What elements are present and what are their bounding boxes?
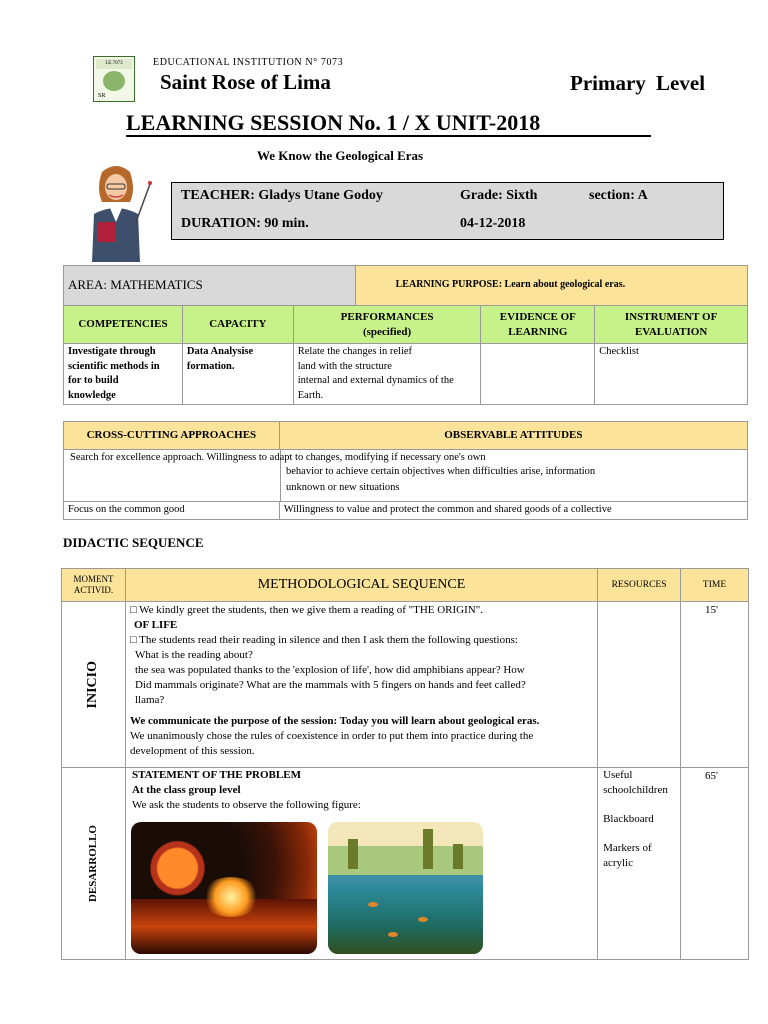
desarrollo-time: 65' [681, 768, 749, 960]
session-title: LEARNING SESSION No. 1 / X UNIT-2018 [126, 110, 651, 137]
volcanic-earth-image [131, 822, 317, 954]
purpose-label: LEARNING PURPOSE: [395, 279, 503, 291]
competency-cell [64, 344, 183, 405]
header-attitudes: OBSERVABLE ATTITUDES [279, 422, 747, 450]
attitude-common-good: Willingness to value and protect the common and shared goods of a collective [279, 502, 747, 520]
learning-purpose [355, 266, 747, 306]
inicio-cell [62, 602, 126, 768]
question-1: What is the reading about? [134, 649, 253, 661]
header-capacity: CAPACITY [182, 306, 293, 344]
performance-line-2: land with the structure [297, 360, 392, 372]
group-level: At the class group level [131, 784, 241, 796]
rules-line-1: We unanimously chose the rules of coexistence in order to put them into practice during the [129, 730, 534, 742]
section-label: section: A [589, 188, 648, 203]
fish-1 [368, 902, 378, 907]
evidence-cell [481, 344, 595, 405]
observe-instruction: We ask the students to observe the following figure: [131, 799, 361, 811]
desarrollo-label: DESARROLLO [87, 824, 100, 903]
sea-life [328, 884, 483, 954]
inicio-time: 15' [681, 602, 749, 768]
resource-schoolchildren: Useful schoolchildren [603, 769, 668, 796]
plant-2 [423, 829, 433, 869]
greeting-text: We kindly greet the students, then we give them a reading of "THE ORIGIN". [136, 604, 483, 616]
logo-emblem [103, 71, 125, 91]
competencies-table [63, 265, 748, 405]
header-performances [293, 306, 481, 344]
school-logo [93, 56, 135, 102]
inicio-resources [598, 602, 681, 768]
cross-cutting-table [63, 421, 748, 520]
header-method: METHODOLOGICAL SEQUENCE [125, 569, 597, 602]
plant-3 [453, 844, 463, 869]
header-time: TIME [681, 569, 749, 602]
inicio-greeting [130, 603, 593, 618]
header-moment: MOMENT ACTIVID. [62, 569, 126, 602]
bullet-icon: □ [129, 634, 137, 646]
level-label: Primary Level [570, 71, 706, 95]
grade-label: Grade: Sixth [460, 188, 538, 203]
session-subtitle: We Know the Geological Eras [257, 148, 424, 163]
attitude-line-1: behavior to achieve certain objectives when difficulties arise, information [286, 466, 596, 477]
institution-name: EDUCATIONAL INSTITUTION N° 7073 [153, 57, 344, 68]
fish-2 [418, 917, 428, 922]
header-instrument: INSTRUMENT OF EVALUATION [595, 306, 748, 344]
read-text: The students read their reading in silence and then I ask them the following questions: [136, 634, 518, 646]
purpose-statement: We communicate the purpose of the session: Today you will learn about geological eras. [129, 715, 540, 727]
attitude-line-2: unknown or new situations [286, 482, 400, 493]
bullet-icon: □ [129, 604, 137, 616]
question-4: llama? [134, 694, 165, 706]
header-evidence: EVIDENCE OF LEARNING [481, 306, 595, 344]
problem-statement: STATEMENT OF THE PROBLEM [131, 769, 301, 781]
resource-markers: Markers of acrylic [603, 842, 652, 869]
prehistoric-life-image [328, 822, 483, 954]
inicio-content [125, 602, 597, 768]
instrument-cell: Checklist [595, 344, 748, 405]
approach-common-good: Focus on the common good [64, 502, 280, 520]
approach-excellence: Search for excellence approach. Willingness to adapt to changes, modifying if necessary one's own [70, 452, 486, 463]
competency-line-2: scientific methods in [68, 360, 160, 372]
performance-cell [293, 344, 481, 405]
desarrollo-resources [598, 768, 681, 960]
session-date: 04-12-2018 [460, 216, 526, 231]
performance-line-3: internal and external dynamics of the [297, 375, 454, 386]
performances-title: PERFORMANCES [340, 311, 434, 323]
question-2: the sea was populated thanks to the 'explosion of life', how did amphibians appear? How [134, 664, 525, 676]
capacity-line-1: Data Analysise [186, 346, 254, 357]
competency-line-1: Investigate through [68, 346, 156, 357]
school-name: Saint Rose of Lima [160, 70, 331, 94]
desarrollo-cell [62, 768, 126, 960]
duration-label: DURATION: 90 min. [181, 216, 309, 231]
performance-line-1: Relate the changes in relief [297, 346, 413, 357]
plant-1 [348, 839, 358, 869]
capacity-line-2: formation. [186, 360, 235, 372]
capacity-cell [182, 344, 293, 405]
header-approaches: CROSS-CUTTING APPROACHES [64, 422, 280, 450]
teacher-info-box [171, 182, 724, 240]
logo-band: I.E.7073 [96, 59, 132, 69]
resource-blackboard: Blackboard [603, 813, 654, 825]
purpose-text: Learn about geological eras. [502, 279, 626, 291]
header-competencies: COMPETENCIES [64, 306, 183, 344]
question-3: Did mammals originate? What are the mammals with 5 fingers on hands and feet called? [134, 679, 526, 691]
rules-line-2: development of this session. [129, 745, 255, 757]
didactic-title: DIDACTIC SEQUENCE [63, 535, 204, 550]
performance-line-4: Earth. [297, 389, 324, 401]
impact-burst [201, 877, 261, 917]
teacher-illustration [78, 162, 156, 262]
header-resources: RESOURCES [598, 569, 681, 602]
inicio-read-silence [130, 633, 593, 648]
competency-line-4: knowledge [68, 389, 116, 401]
area-text: AREA: MATHEMATICS [68, 277, 203, 293]
inicio-reading-title: OF LIFE [133, 619, 178, 631]
competency-line-3: for to build [68, 375, 119, 386]
approach-row-1 [64, 450, 748, 502]
area-label [64, 266, 356, 306]
teacher-name: TEACHER: Gladys Utane Godoy [181, 188, 383, 203]
inicio-label: INICIO [85, 660, 101, 709]
fish-3 [388, 932, 398, 937]
performances-specified: (specified) [362, 325, 412, 338]
logo-letters: SR [98, 93, 106, 99]
